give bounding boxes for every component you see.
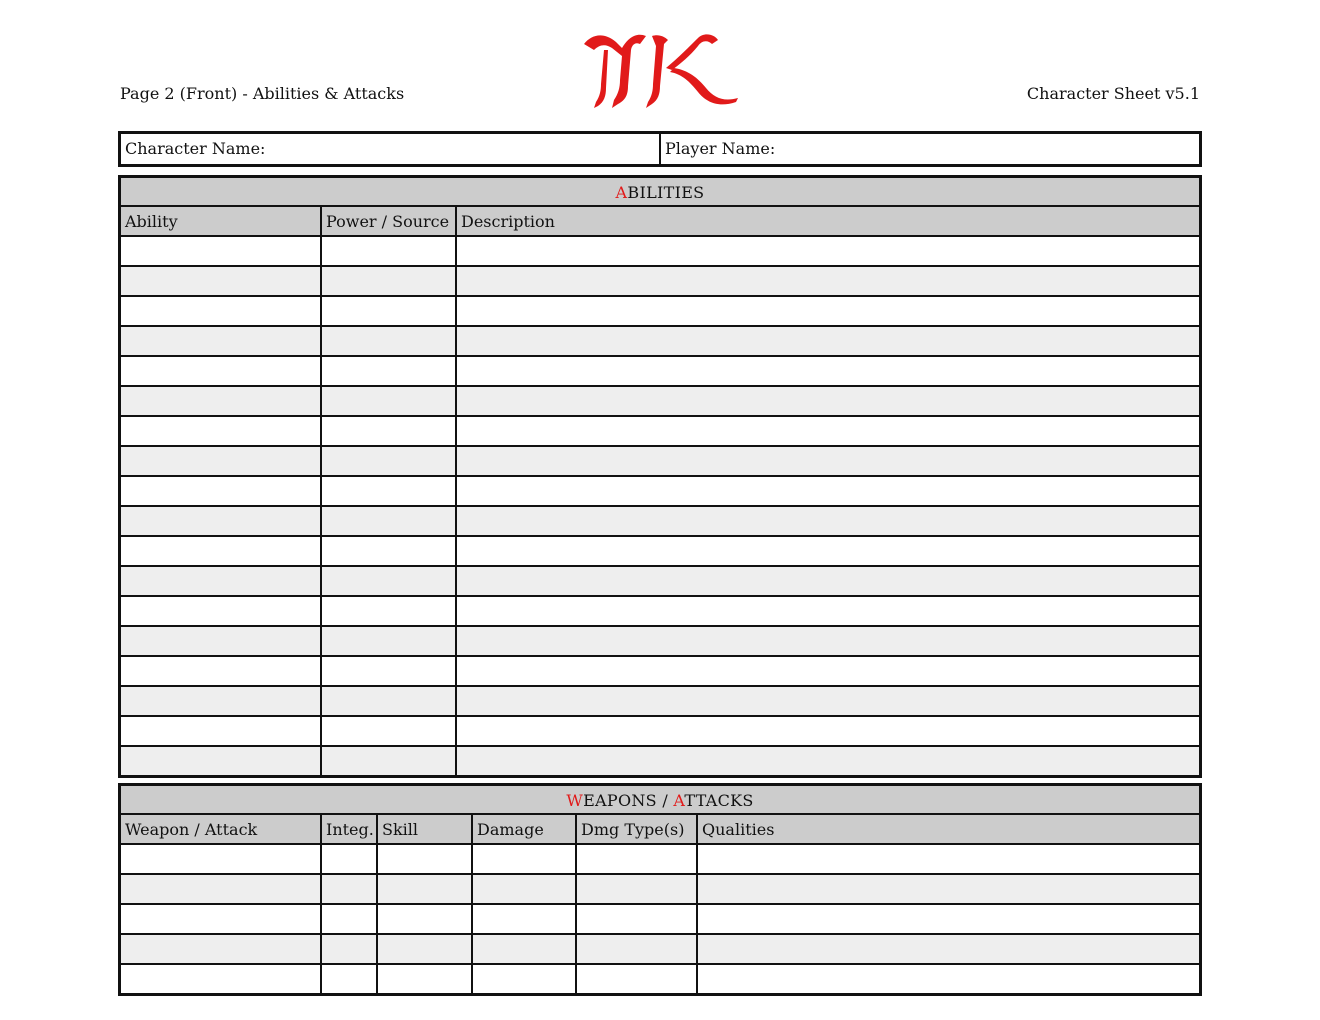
col-skill: Skill bbox=[378, 815, 473, 843]
weapon-row bbox=[121, 965, 1199, 993]
abilities-title: ABILITIES bbox=[121, 178, 1199, 207]
ability-cell[interactable] bbox=[121, 357, 322, 385]
ability-cell[interactable] bbox=[457, 747, 1199, 775]
weapon-cell[interactable] bbox=[698, 935, 1199, 963]
weapon-cell[interactable] bbox=[473, 935, 577, 963]
player-name-label: Player Name: bbox=[665, 139, 776, 158]
ability-row bbox=[121, 507, 1199, 537]
ability-row bbox=[121, 567, 1199, 597]
ability-cell[interactable] bbox=[322, 627, 457, 655]
ability-row bbox=[121, 447, 1199, 477]
weapon-cell[interactable] bbox=[577, 875, 698, 903]
weapon-cell[interactable] bbox=[577, 905, 698, 933]
ability-cell[interactable] bbox=[457, 297, 1199, 325]
ability-cell[interactable] bbox=[457, 477, 1199, 505]
ability-cell[interactable] bbox=[322, 597, 457, 625]
weapon-row bbox=[121, 875, 1199, 905]
ability-row bbox=[121, 357, 1199, 387]
ability-cell[interactable] bbox=[121, 267, 322, 295]
ability-cell[interactable] bbox=[457, 687, 1199, 715]
weapon-cell[interactable] bbox=[473, 875, 577, 903]
ability-cell[interactable] bbox=[121, 687, 322, 715]
ability-cell[interactable] bbox=[457, 597, 1199, 625]
page-label: Page 2 (Front) - Abilities & Attacks bbox=[120, 84, 405, 103]
weapon-cell[interactable] bbox=[121, 905, 322, 933]
col-description: Description bbox=[461, 212, 555, 231]
ability-cell[interactable] bbox=[322, 567, 457, 595]
ability-cell[interactable] bbox=[121, 477, 322, 505]
ability-cell[interactable] bbox=[457, 627, 1199, 655]
weapon-cell[interactable] bbox=[577, 845, 698, 873]
ability-row bbox=[121, 267, 1199, 297]
ability-cell[interactable] bbox=[121, 507, 322, 535]
ability-row bbox=[121, 237, 1199, 267]
weapons-table bbox=[118, 783, 1202, 996]
weapon-cell[interactable] bbox=[698, 845, 1199, 873]
character-name-field[interactable] bbox=[121, 134, 661, 164]
ability-cell[interactable] bbox=[457, 717, 1199, 745]
ability-cell[interactable] bbox=[457, 507, 1199, 535]
ability-row bbox=[121, 387, 1199, 417]
ability-cell[interactable] bbox=[322, 537, 457, 565]
weapons-header-row bbox=[121, 815, 1199, 845]
ability-cell[interactable] bbox=[121, 567, 322, 595]
col-integ: Integ. bbox=[322, 815, 378, 843]
ability-cell[interactable] bbox=[457, 237, 1199, 265]
weapon-cell[interactable] bbox=[698, 965, 1199, 993]
ability-cell[interactable] bbox=[322, 747, 457, 775]
ability-cell[interactable] bbox=[121, 747, 322, 775]
mk-logo bbox=[582, 28, 740, 110]
ability-cell[interactable] bbox=[322, 297, 457, 325]
weapon-cell[interactable] bbox=[698, 905, 1199, 933]
weapon-cell[interactable] bbox=[698, 875, 1199, 903]
ability-row bbox=[121, 477, 1199, 507]
ability-row bbox=[121, 627, 1199, 657]
weapon-row bbox=[121, 935, 1199, 965]
ability-cell[interactable] bbox=[457, 567, 1199, 595]
weapon-cell[interactable] bbox=[577, 935, 698, 963]
ability-cell[interactable] bbox=[457, 417, 1199, 445]
ability-row bbox=[121, 327, 1199, 357]
ability-cell[interactable] bbox=[121, 417, 322, 445]
weapon-cell[interactable] bbox=[378, 875, 473, 903]
ability-cell[interactable] bbox=[121, 297, 322, 325]
ability-cell[interactable] bbox=[121, 447, 322, 475]
ability-row bbox=[121, 687, 1199, 717]
weapon-cell[interactable] bbox=[121, 965, 322, 993]
ability-cell[interactable] bbox=[322, 687, 457, 715]
abilities-body bbox=[121, 237, 1199, 775]
weapon-cell[interactable] bbox=[322, 965, 378, 993]
col-power-source: Power / Source bbox=[322, 207, 457, 235]
player-name-field[interactable] bbox=[661, 134, 1199, 164]
ability-cell[interactable] bbox=[322, 357, 457, 385]
ability-row bbox=[121, 747, 1199, 775]
weapon-cell[interactable] bbox=[322, 875, 378, 903]
ability-row bbox=[121, 417, 1199, 447]
ability-cell[interactable] bbox=[322, 507, 457, 535]
name-fields bbox=[118, 131, 1202, 167]
weapon-cell[interactable] bbox=[378, 905, 473, 933]
ability-cell[interactable] bbox=[322, 717, 457, 745]
ability-cell[interactable] bbox=[322, 447, 457, 475]
ability-row bbox=[121, 297, 1199, 327]
ability-cell[interactable] bbox=[322, 477, 457, 505]
weapon-cell[interactable] bbox=[473, 965, 577, 993]
weapon-cell[interactable] bbox=[322, 935, 378, 963]
ability-cell[interactable] bbox=[121, 387, 322, 415]
ability-cell[interactable] bbox=[457, 267, 1199, 295]
weapon-cell[interactable] bbox=[378, 965, 473, 993]
ability-row bbox=[121, 537, 1199, 567]
ability-cell[interactable] bbox=[322, 237, 457, 265]
ability-cell[interactable] bbox=[121, 597, 322, 625]
weapon-cell[interactable] bbox=[121, 845, 322, 873]
weapon-cell[interactable] bbox=[121, 875, 322, 903]
weapon-cell[interactable] bbox=[577, 965, 698, 993]
col-dmg-type: Dmg Type(s) bbox=[577, 815, 698, 843]
ability-cell[interactable] bbox=[457, 387, 1199, 415]
ability-cell[interactable] bbox=[457, 327, 1199, 355]
col-ability: Ability bbox=[121, 207, 322, 235]
weapon-row bbox=[121, 905, 1199, 935]
ability-row bbox=[121, 657, 1199, 687]
abilities-table bbox=[118, 175, 1202, 778]
ability-cell[interactable] bbox=[121, 657, 322, 685]
weapon-cell[interactable] bbox=[473, 845, 577, 873]
ability-cell[interactable] bbox=[322, 417, 457, 445]
ability-cell[interactable] bbox=[457, 657, 1199, 685]
ability-cell[interactable] bbox=[322, 267, 457, 295]
weapon-cell[interactable] bbox=[378, 935, 473, 963]
ability-cell[interactable] bbox=[322, 327, 457, 355]
ability-cell[interactable] bbox=[457, 357, 1199, 385]
abilities-header-row bbox=[121, 207, 1199, 237]
weapon-row bbox=[121, 845, 1199, 875]
ability-cell[interactable] bbox=[121, 237, 322, 265]
weapon-cell[interactable] bbox=[322, 905, 378, 933]
col-weapon-attack: Weapon / Attack bbox=[121, 815, 322, 843]
ability-cell[interactable] bbox=[322, 657, 457, 685]
ability-cell[interactable] bbox=[457, 447, 1199, 475]
weapon-cell[interactable] bbox=[378, 845, 473, 873]
weapons-body bbox=[121, 845, 1199, 993]
sheet-version: Character Sheet v5.1 bbox=[1026, 84, 1200, 103]
col-qualities: Qualities bbox=[702, 820, 775, 839]
ability-cell[interactable] bbox=[121, 627, 322, 655]
ability-cell[interactable] bbox=[121, 717, 322, 745]
ability-cell[interactable] bbox=[121, 537, 322, 565]
weapon-cell[interactable] bbox=[322, 845, 378, 873]
character-name-label: Character Name: bbox=[125, 139, 266, 158]
ability-row bbox=[121, 717, 1199, 747]
weapons-title: WEAPONS / ATTACKS bbox=[121, 786, 1199, 815]
col-damage: Damage bbox=[473, 815, 577, 843]
ability-cell[interactable] bbox=[121, 327, 322, 355]
weapon-cell[interactable] bbox=[121, 935, 322, 963]
ability-cell[interactable] bbox=[322, 387, 457, 415]
weapon-cell[interactable] bbox=[473, 905, 577, 933]
ability-cell[interactable] bbox=[457, 537, 1199, 565]
ability-row bbox=[121, 597, 1199, 627]
